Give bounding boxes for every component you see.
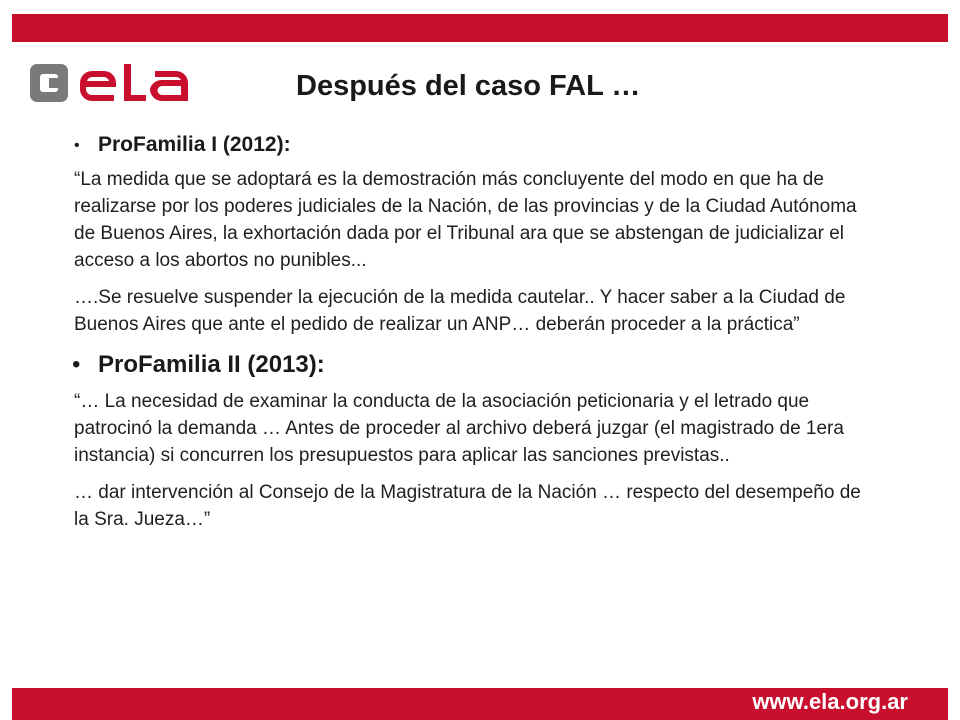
slide-content	[74, 130, 874, 543]
footer-bar	[12, 688, 948, 720]
section-heading-profamilia-1	[74, 130, 874, 160]
section-heading-profamilia-2	[74, 348, 874, 382]
section-heading-label: ProFamilia I (2012):	[98, 133, 291, 156]
slide-title: Después del caso FAL …	[296, 70, 641, 102]
ela-logo	[28, 62, 208, 106]
bullet-icon: •	[74, 137, 80, 154]
bullet-icon: •	[72, 351, 81, 378]
quote-paragraph: “… La necesidad de examinar la conducta de la asociación peticionaria y el letrado que patrocinó la demanda … Antes de proceder al archivo deberá juzgar (el magistrado de 1era instancia) si concurren los presupuestos para aplicar las sanciones previstas..	[74, 391, 844, 466]
top-accent-bar	[12, 14, 948, 42]
section-heading-label: ProFamilia II (2013):	[98, 351, 325, 378]
quote-paragraph: “La medida que se adoptará es la demostración más concluyente del modo en que ha de realizarse por los poderes judiciales de la Nación, de las provincias y de la Ciudad Autónoma de Buenos Aires, la exhortación dada por el Tribunal ara que se abstengan de judicializar el acceso a los abortos no punibles...	[74, 169, 857, 271]
quote-paragraph: ….Se resuelve suspender la ejecución de la medida cautelar.. Y hacer saber a la Ciudad de Buenos Aires que ante el pedido de realizar un ANP… deberán proceder a la práctica”	[74, 287, 846, 335]
footer-url-link[interactable]: www.ela.org.ar	[752, 689, 908, 714]
quote-paragraph: … dar intervención al Consejo de la Magistratura de la Nación … respecto del desempeño de la Sra. Jueza…”	[74, 482, 861, 530]
